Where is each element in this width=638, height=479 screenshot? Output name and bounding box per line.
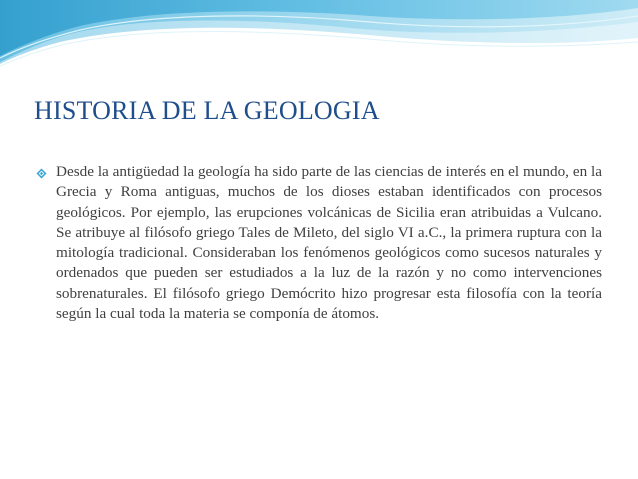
bullet-item [36,162,602,324]
bullet-text: Desde la antigüedad la geología ha sido parte de las ciencias de interés en el mundo, en la Grecia y Roma antiguas, muchos de los dioses estaban identificados con procesos geológicos. Por ejemplo, las erupciones volcánicas de Sicilia eran atribuidas a Vulcano. Se atribuye al filósofo griego Tales de Mileto, del siglo VI a.C., la primera ruptura con la mitología tradicional. Consideraban los fenómenos geológicos como sucesos naturales y ordenados que pueden ser estudiados a la luz de la razón y no como intervenciones sobrenaturales. El filósofo griego Demócrito hizo progresar esta filosofía con la teoría según la cual toda la materia se componía de átomos. [56,163,602,323]
bullet-diamond-icon [36,168,47,179]
header-wave-decoration [0,0,638,80]
bullet-list [36,162,602,324]
slide-title: HISTORIA DE LA GEOLOGIA [34,96,380,125]
